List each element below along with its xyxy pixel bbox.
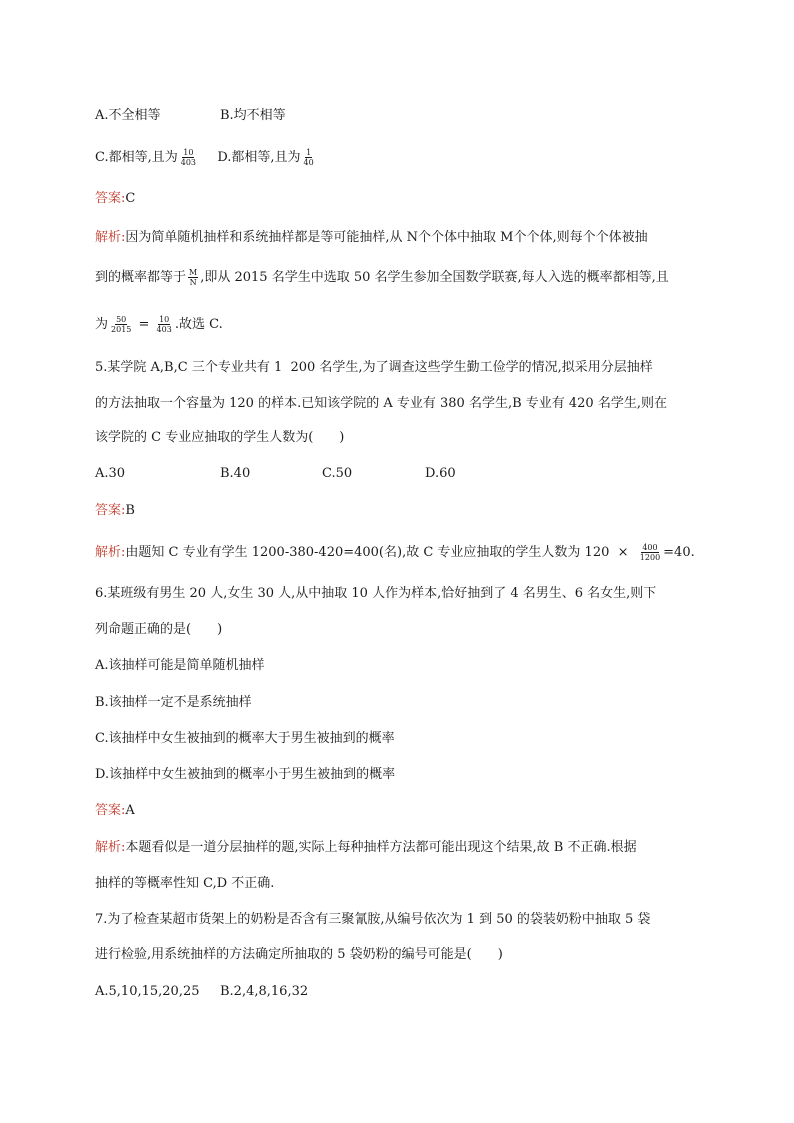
q6-option-a: A.该抽样可能是简单随机抽样 xyxy=(95,658,265,673)
q4-option-c-fraction: $\frac{10}{403}$ xyxy=(180,148,197,167)
q5-option-c: C.50 xyxy=(322,466,353,481)
q6-answer xyxy=(95,801,135,821)
q6-option-d: D.该抽样中女生被抽到的概率小于男生被抽到的概率 xyxy=(95,767,396,782)
q4-option-d: D.都相等,且为 $\frac{1}{40}$ xyxy=(217,148,314,167)
answer-value: B xyxy=(125,503,135,518)
q4-analysis-fraction: $\frac{M}{N}$ xyxy=(189,268,198,287)
answer-label: 答案: xyxy=(95,191,126,206)
q6-stem-line-1: 6.某班级有男生 20 人,女生 30 人,从中抽取 10 人作为样本,恰好抽到了 4 名男生、6 名女生,则下 xyxy=(95,586,657,601)
q4-option-d-fraction: $\frac{1}{40}$ xyxy=(303,148,314,167)
analysis-label: 解析: xyxy=(95,545,126,560)
q7-option-a: A.5,10,15,20,25 xyxy=(95,984,200,999)
answer-value: C xyxy=(125,191,136,206)
q6-analysis-line-2: 抽样的等概率性知 C,D 不正确. xyxy=(95,876,275,891)
q4-analysis-line-3: 为 $\frac{50}{2015}$ = $\frac{10}{403}$ .故选 C. xyxy=(95,315,223,334)
q5-analysis: 解析:由题知 C 专业有学生 1200-380-420=400(名),故 C 专业应抽取的学生人数为 120 × $\frac{400}{1200}$ =40. xyxy=(95,543,695,562)
analysis-label: 解析: xyxy=(95,230,126,245)
q5-answer xyxy=(95,501,135,521)
q6-option-c: C.该抽样中女生被抽到的概率大于男生被抽到的概率 xyxy=(95,731,395,746)
q7-option-b: B.2,4,8,16,32 xyxy=(220,984,309,999)
q5-option-a: A.30 xyxy=(95,466,126,481)
analysis-label: 解析: xyxy=(95,840,126,855)
q5-option-d: D.60 xyxy=(425,466,456,481)
q4-option-b: B.均不相等 xyxy=(220,108,286,123)
q6-stem-line-2: 列命题正确的是( ) xyxy=(95,622,223,637)
q7-stem-line-1: 7.为了检查某超市货架上的奶粉是否含有三聚氰胺,从编号依次为 1 到 50 的袋装奶粉中抽取 5 袋 xyxy=(95,912,651,927)
answer-value: A xyxy=(125,803,135,818)
q6-analysis-line-1: 解析:本题看似是一道分层抽样的题,实际上每种抽样方法都可能出现这个结果,故 B 不正确.根据 xyxy=(95,840,637,855)
q4-answer xyxy=(95,189,135,209)
q4-analysis-fraction-2: $\frac{10}{403}$ xyxy=(156,315,172,334)
q5-stem-line-3: 该学院的 C 专业应抽取的学生人数为( ) xyxy=(95,430,345,445)
answer-label: 答案: xyxy=(95,803,126,818)
q5-stem-line-1: 5.某学院 A,B,C 三个专业共有 1 200 名学生,为了调查这些学生勤工俭学的情况,拟采用分层抽样 xyxy=(95,360,653,375)
q4-options-row-2 xyxy=(95,148,317,168)
q4-option-a: A.不全相等 xyxy=(95,108,161,123)
q5-stem-line-2: 的方法抽取一个容量为 120 的样本.已知该学院的 A 专业有 380 名学生,B 专业有 420 名学生,则在 xyxy=(95,396,667,411)
q4-analysis-line-2: 到的概率都等于 $\frac{M}{N}$ ,即从 2015 名学生中选取 50 名学生参加全国数学联赛,每人入选的概率都相等,且 xyxy=(95,268,669,287)
q5-options xyxy=(95,464,456,484)
q7-options xyxy=(95,982,308,1002)
q6-option-b: B.该抽样一定不是系统抽样 xyxy=(95,695,252,710)
q5-analysis-fraction: $\frac{400}{1200}$ xyxy=(639,543,661,562)
q4-option-c: C.都相等,且为 $\frac{10}{403}$ xyxy=(95,148,197,167)
q4-analysis-fraction-1: $\frac{50}{2015}$ xyxy=(111,315,132,334)
q7-stem-line-2: 进行检验,用系统抽样的方法确定所抽取的 5 袋奶粉的编号可能是( ) xyxy=(95,947,503,962)
answer-label: 答案: xyxy=(95,503,126,518)
q4-analysis-line-1: 解析:因为简单随机抽样和系统抽样都是等可能抽样,从 N个个体中抽取 M个个体,则每个个体被抽 xyxy=(95,230,648,245)
q4-options-row-1 xyxy=(95,106,286,126)
q5-option-b: B.40 xyxy=(220,466,251,481)
